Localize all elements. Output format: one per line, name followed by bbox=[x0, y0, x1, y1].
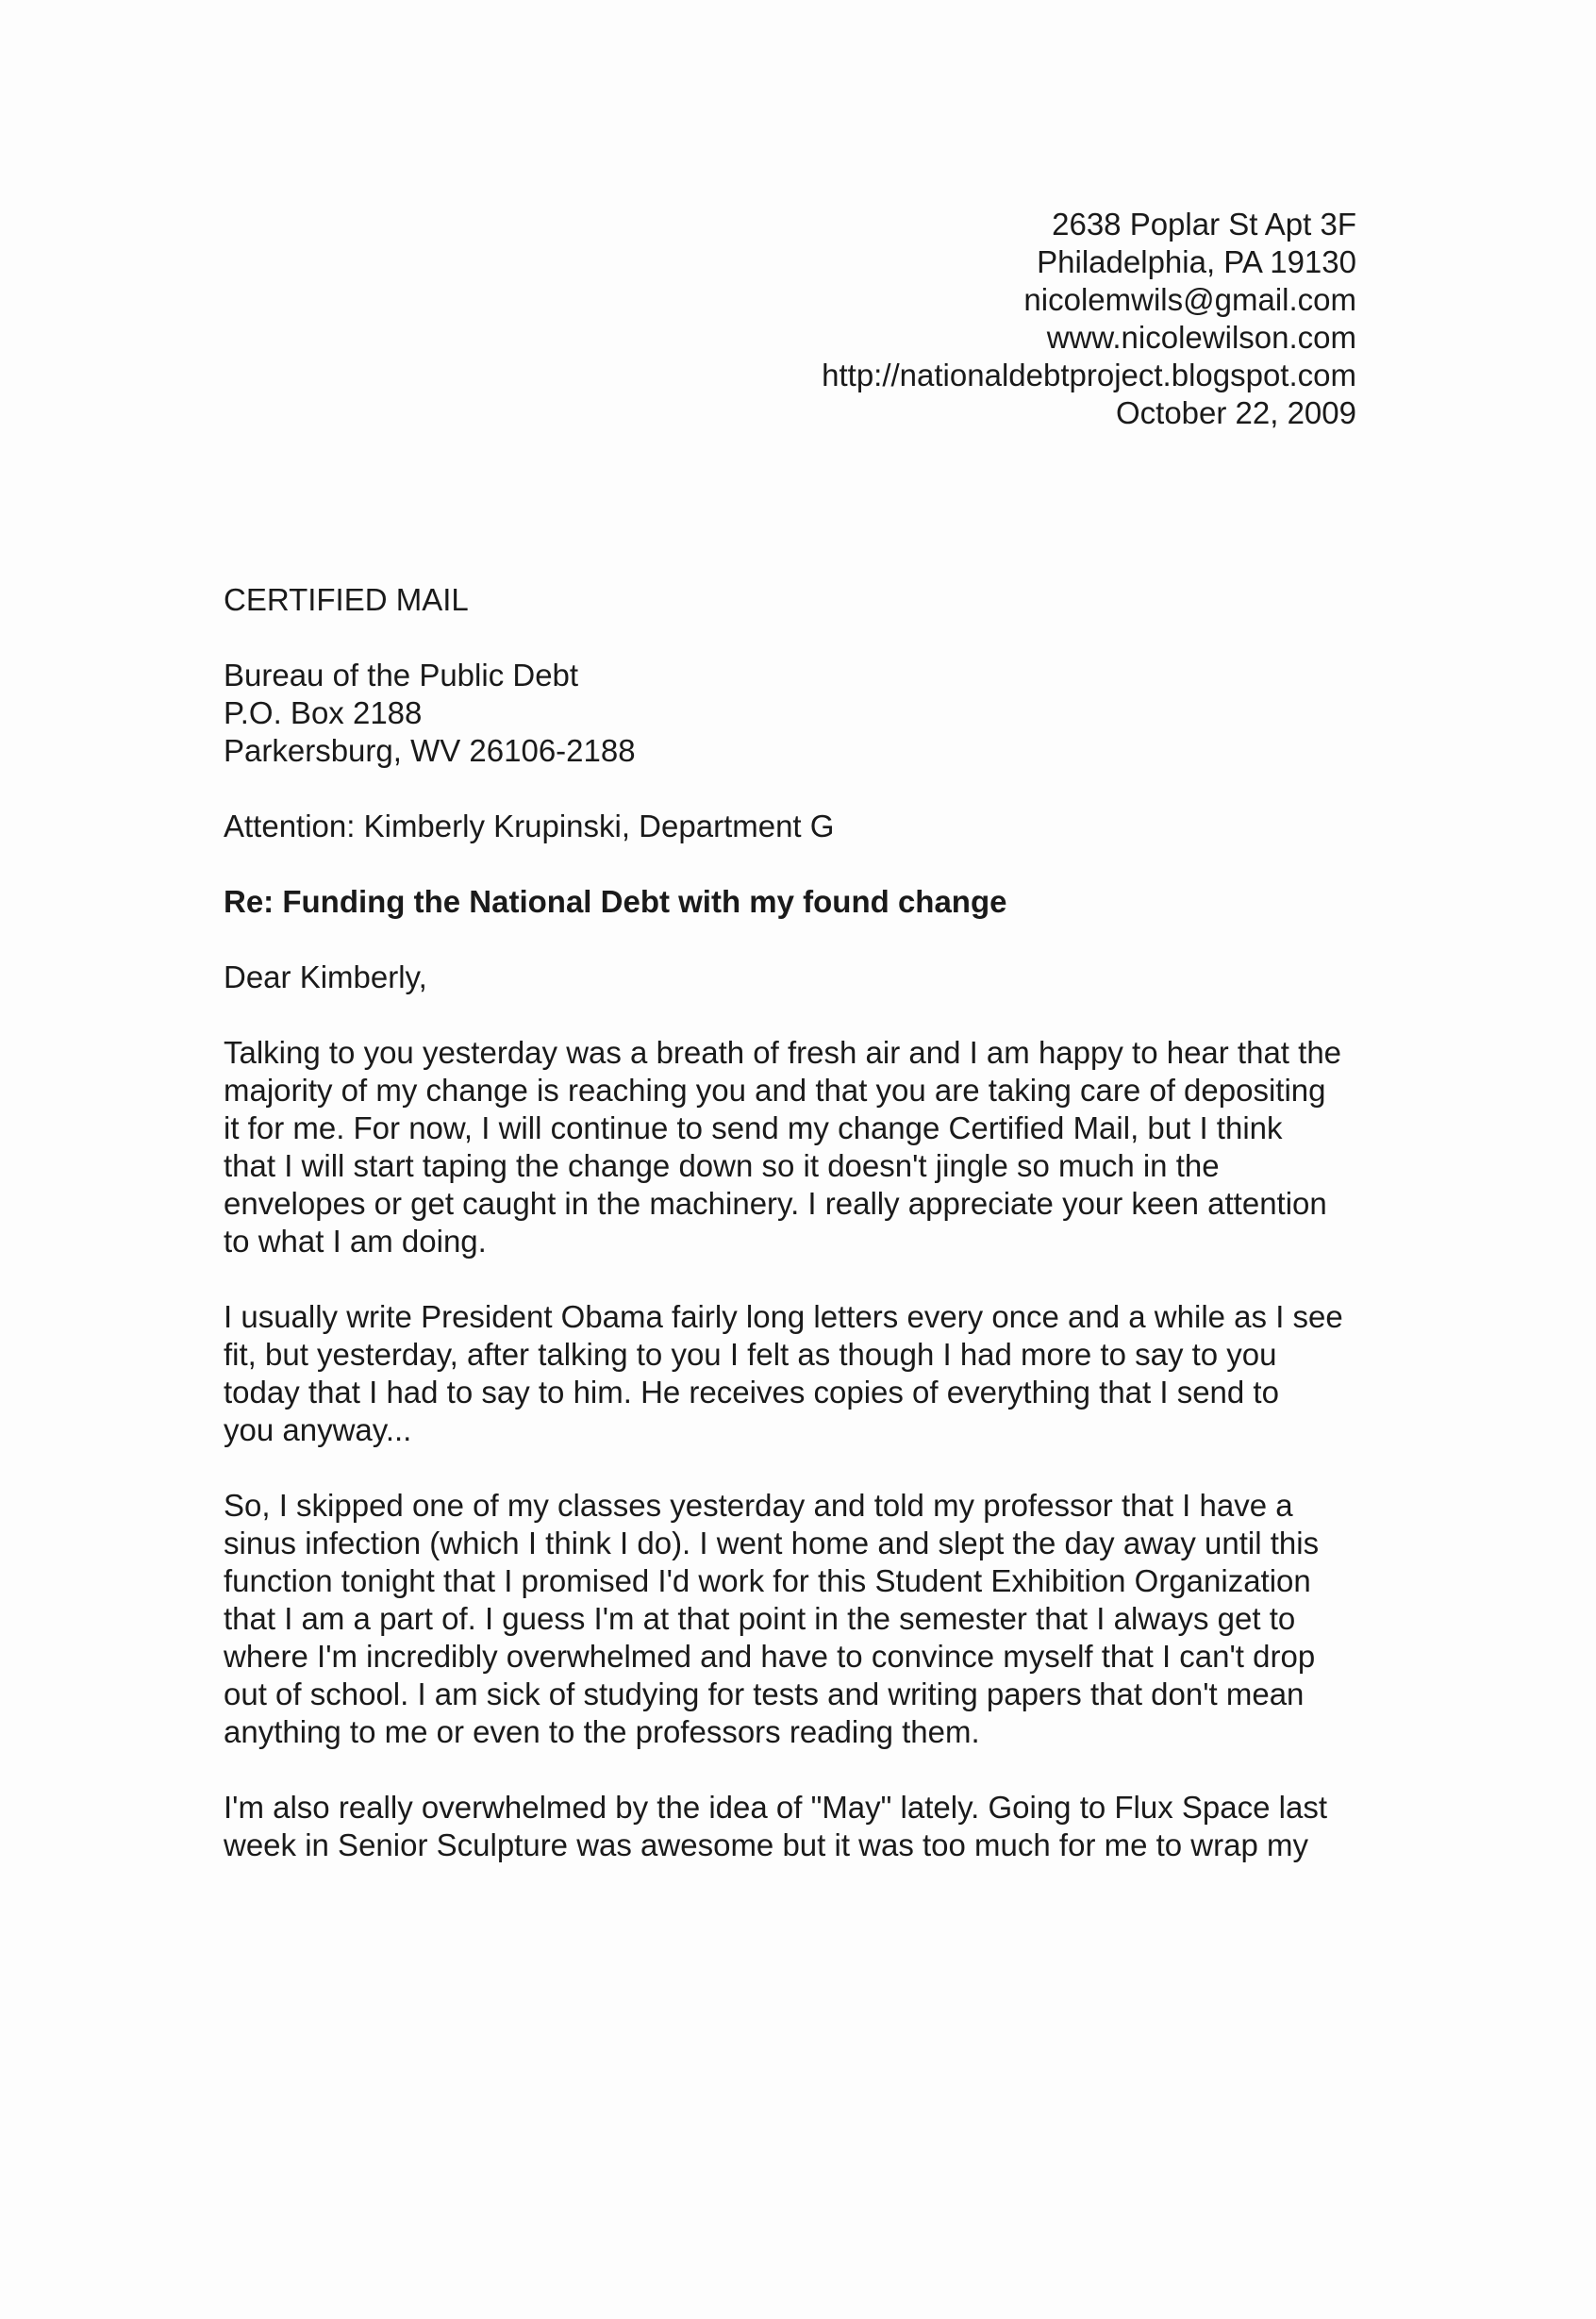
paragraph-3 bbox=[224, 1487, 1384, 1751]
salutation: Dear Kimberly, bbox=[224, 959, 427, 994]
sender-website: www.nicolewilson.com bbox=[1046, 320, 1356, 355]
letter-date: October 22, 2009 bbox=[1115, 395, 1356, 430]
paragraph-line: fit, but yesterday, after talking to you I felt as though I had more to say to you bbox=[224, 1337, 1277, 1372]
sender-blog: http://nationaldebtproject.blogspot.com bbox=[822, 358, 1356, 392]
sender-city-state-zip: Philadelphia, PA 19130 bbox=[1037, 244, 1356, 279]
sender-address-block bbox=[822, 206, 1356, 432]
paragraph-line: week in Senior Sculpture was awesome but it was too much for me to wrap my bbox=[224, 1827, 1308, 1862]
paragraph-line: anything to me or even to the professors reading them. bbox=[224, 1714, 980, 1749]
paragraph-line: to what I am doing. bbox=[224, 1224, 487, 1259]
sender-email: nicolemwils@gmail.com bbox=[1023, 282, 1356, 317]
attention-line: Attention: Kimberly Krupinski, Department G bbox=[224, 809, 835, 843]
paragraph-line: that I am a part of. I guess I'm at that point in the semester that I always get to bbox=[224, 1601, 1296, 1636]
paragraph-1 bbox=[224, 1034, 1384, 1260]
paragraph-line: function tonight that I promised I'd work for this Student Exhibition Organization bbox=[224, 1563, 1311, 1598]
paragraph-line: Talking to you yesterday was a breath of fresh air and I am happy to hear that the bbox=[224, 1035, 1342, 1070]
paragraph-line: it for me. For now, I will continue to send my change Certified Mail, but I think bbox=[224, 1110, 1283, 1145]
paragraph-line: I usually write President Obama fairly long letters every once and a while as I see bbox=[224, 1299, 1343, 1334]
recipient-city-state-zip: Parkersburg, WV 26106-2188 bbox=[224, 733, 636, 768]
paragraph-line: out of school. I am sick of studying for tests and writing papers that don't mean bbox=[224, 1677, 1305, 1711]
paragraph-4 bbox=[224, 1789, 1384, 1864]
paragraph-line: that I will start taping the change down so it doesn't jingle so much in the bbox=[224, 1148, 1220, 1183]
paragraph-line: where I'm incredibly overwhelmed and have to convince myself that I can't drop bbox=[224, 1639, 1316, 1674]
paragraph-line: envelopes or get caught in the machinery. I really appreciate your keen attention bbox=[224, 1186, 1327, 1221]
paragraph-line: I'm also really overwhelmed by the idea of "May" lately. Going to Flux Space last bbox=[224, 1790, 1327, 1825]
delivery-method: CERTIFIED MAIL bbox=[224, 582, 469, 617]
paragraph-line: majority of my change is reaching you and that you are taking care of depositing bbox=[224, 1073, 1326, 1108]
paragraph-2 bbox=[224, 1298, 1384, 1449]
paragraph-line: sinus infection (which I think I do). I went home and slept the day away until this bbox=[224, 1526, 1320, 1560]
subject-line: Re: Funding the National Debt with my found change bbox=[224, 884, 1007, 919]
sender-street: 2638 Poplar St Apt 3F bbox=[1052, 207, 1356, 242]
paragraph-line: you anyway... bbox=[224, 1412, 412, 1447]
recipient-name: Bureau of the Public Debt bbox=[224, 658, 579, 692]
letter-body bbox=[224, 581, 1384, 1902]
paragraph-line: today that I had to say to him. He receives copies of everything that I send to bbox=[224, 1375, 1279, 1410]
recipient-address-block bbox=[224, 657, 1384, 770]
recipient-po-box: P.O. Box 2188 bbox=[224, 695, 423, 730]
paragraph-line: So, I skipped one of my classes yesterday and told my professor that I have a bbox=[224, 1488, 1293, 1523]
